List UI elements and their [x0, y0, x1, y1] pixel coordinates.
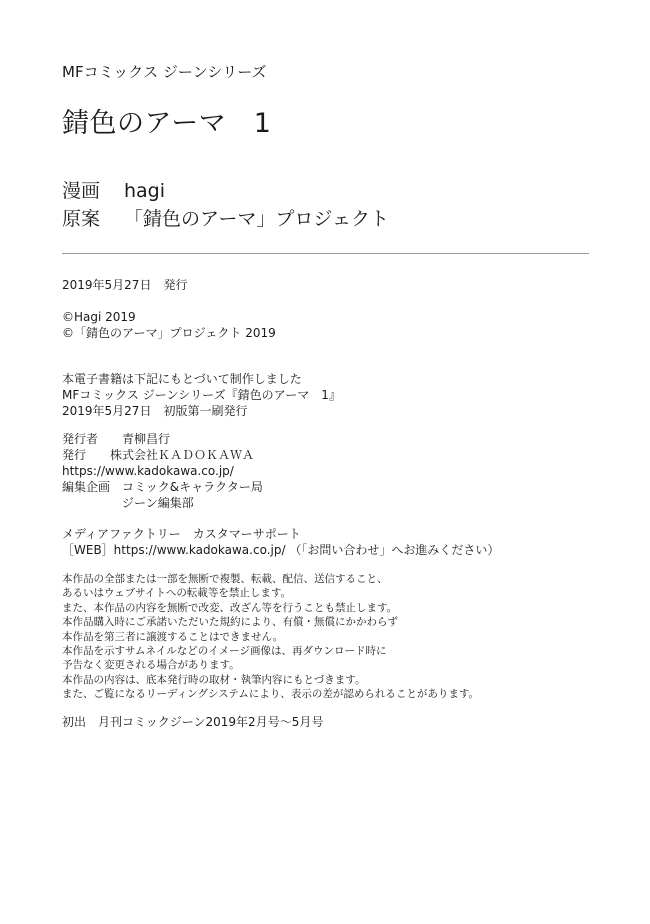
support-line: メディアファクトリー カスタマーサポート: [62, 527, 301, 541]
copyright-line: ©Hagi 2019: [62, 310, 136, 324]
support-line: ［WEB］https://www.kadokawa.co.jp/ （「お問い合わせ」へお進みください）: [62, 543, 500, 557]
credit-artist: [62, 176, 165, 203]
notice-line: また、ご覧になるリーディングシステムにより、表示の差が認められることがあります。: [62, 688, 480, 701]
series-name: MFコミックス ジーンシリーズ: [62, 63, 267, 81]
editorial-value: コミック&キャラクター局: [122, 480, 263, 494]
credit-value: hagi: [124, 180, 166, 202]
publisher-label: 発行者: [62, 432, 99, 446]
publisher-url: https://www.kadokawa.co.jp/: [62, 464, 234, 478]
publisher-row: [62, 431, 263, 447]
credit-label: 原案: [62, 208, 101, 230]
legal-notice: [62, 572, 479, 702]
editorial-label: 編集企画: [62, 480, 111, 494]
editorial-row: [62, 479, 263, 495]
notice-line: 本作品を第三者に譲渡することはできません。: [62, 630, 284, 643]
notice-line: また、本作品の内容を無断で改変、改ざん等を行うことも禁止します。: [62, 601, 398, 614]
source-edition-block: [62, 371, 341, 419]
notice-line: 本作品の内容は、底本発行時の取材・執筆内容にもとづきます。: [62, 673, 366, 686]
issuer-row: [62, 447, 263, 463]
source-line: MFコミックス ジーンシリーズ『錆色のアーマ 1』: [62, 388, 341, 402]
release-date: 2019年5月27日 発行: [62, 278, 188, 292]
first-published: 初出 月刊コミックジーン2019年2月号～5月号: [62, 715, 324, 729]
publisher-block: [62, 431, 263, 511]
source-line: 2019年5月27日 初版第一刷発行: [62, 404, 248, 418]
copyright-line: ©「錆色のアーマ」プロジェクト 2019: [62, 326, 276, 340]
notice-line: 本作品購入時にご承諾いただいた規約により、有償・無償にかかわらず: [62, 616, 398, 629]
credit-original-concept: [62, 204, 389, 231]
book-title: 錆色のアーマ 1: [62, 108, 272, 139]
credit-value: 「錆色のアーマ」プロジェクト: [124, 208, 390, 230]
credit-label: 漫画: [62, 180, 101, 202]
divider: [62, 253, 589, 254]
editorial-row-2: [62, 495, 263, 511]
notice-line: 本作品を示すサムネイルなどのイメージ画像は、再ダウンロード時に: [62, 644, 387, 657]
copyright-block: [62, 309, 276, 341]
notice-line: あるいはウェブサイトへの転載等を禁止します。: [62, 587, 292, 600]
editorial-value: ジーン編集部: [122, 496, 194, 510]
support-block: [62, 526, 499, 558]
issuer-value: 株式会社ＫＡＤＯＫＡＷＡ: [110, 448, 255, 462]
source-line: 本電子書籍は下記にもとづいて制作しました: [62, 372, 302, 386]
publisher-value: 青柳昌行: [122, 432, 171, 446]
issuer-label: 発行: [62, 448, 87, 462]
notice-line: 本作品の全部または一部を無断で複製、転載、配信、送信すること、: [62, 573, 388, 585]
notice-line: 予告なく変更される場合があります。: [62, 659, 240, 672]
